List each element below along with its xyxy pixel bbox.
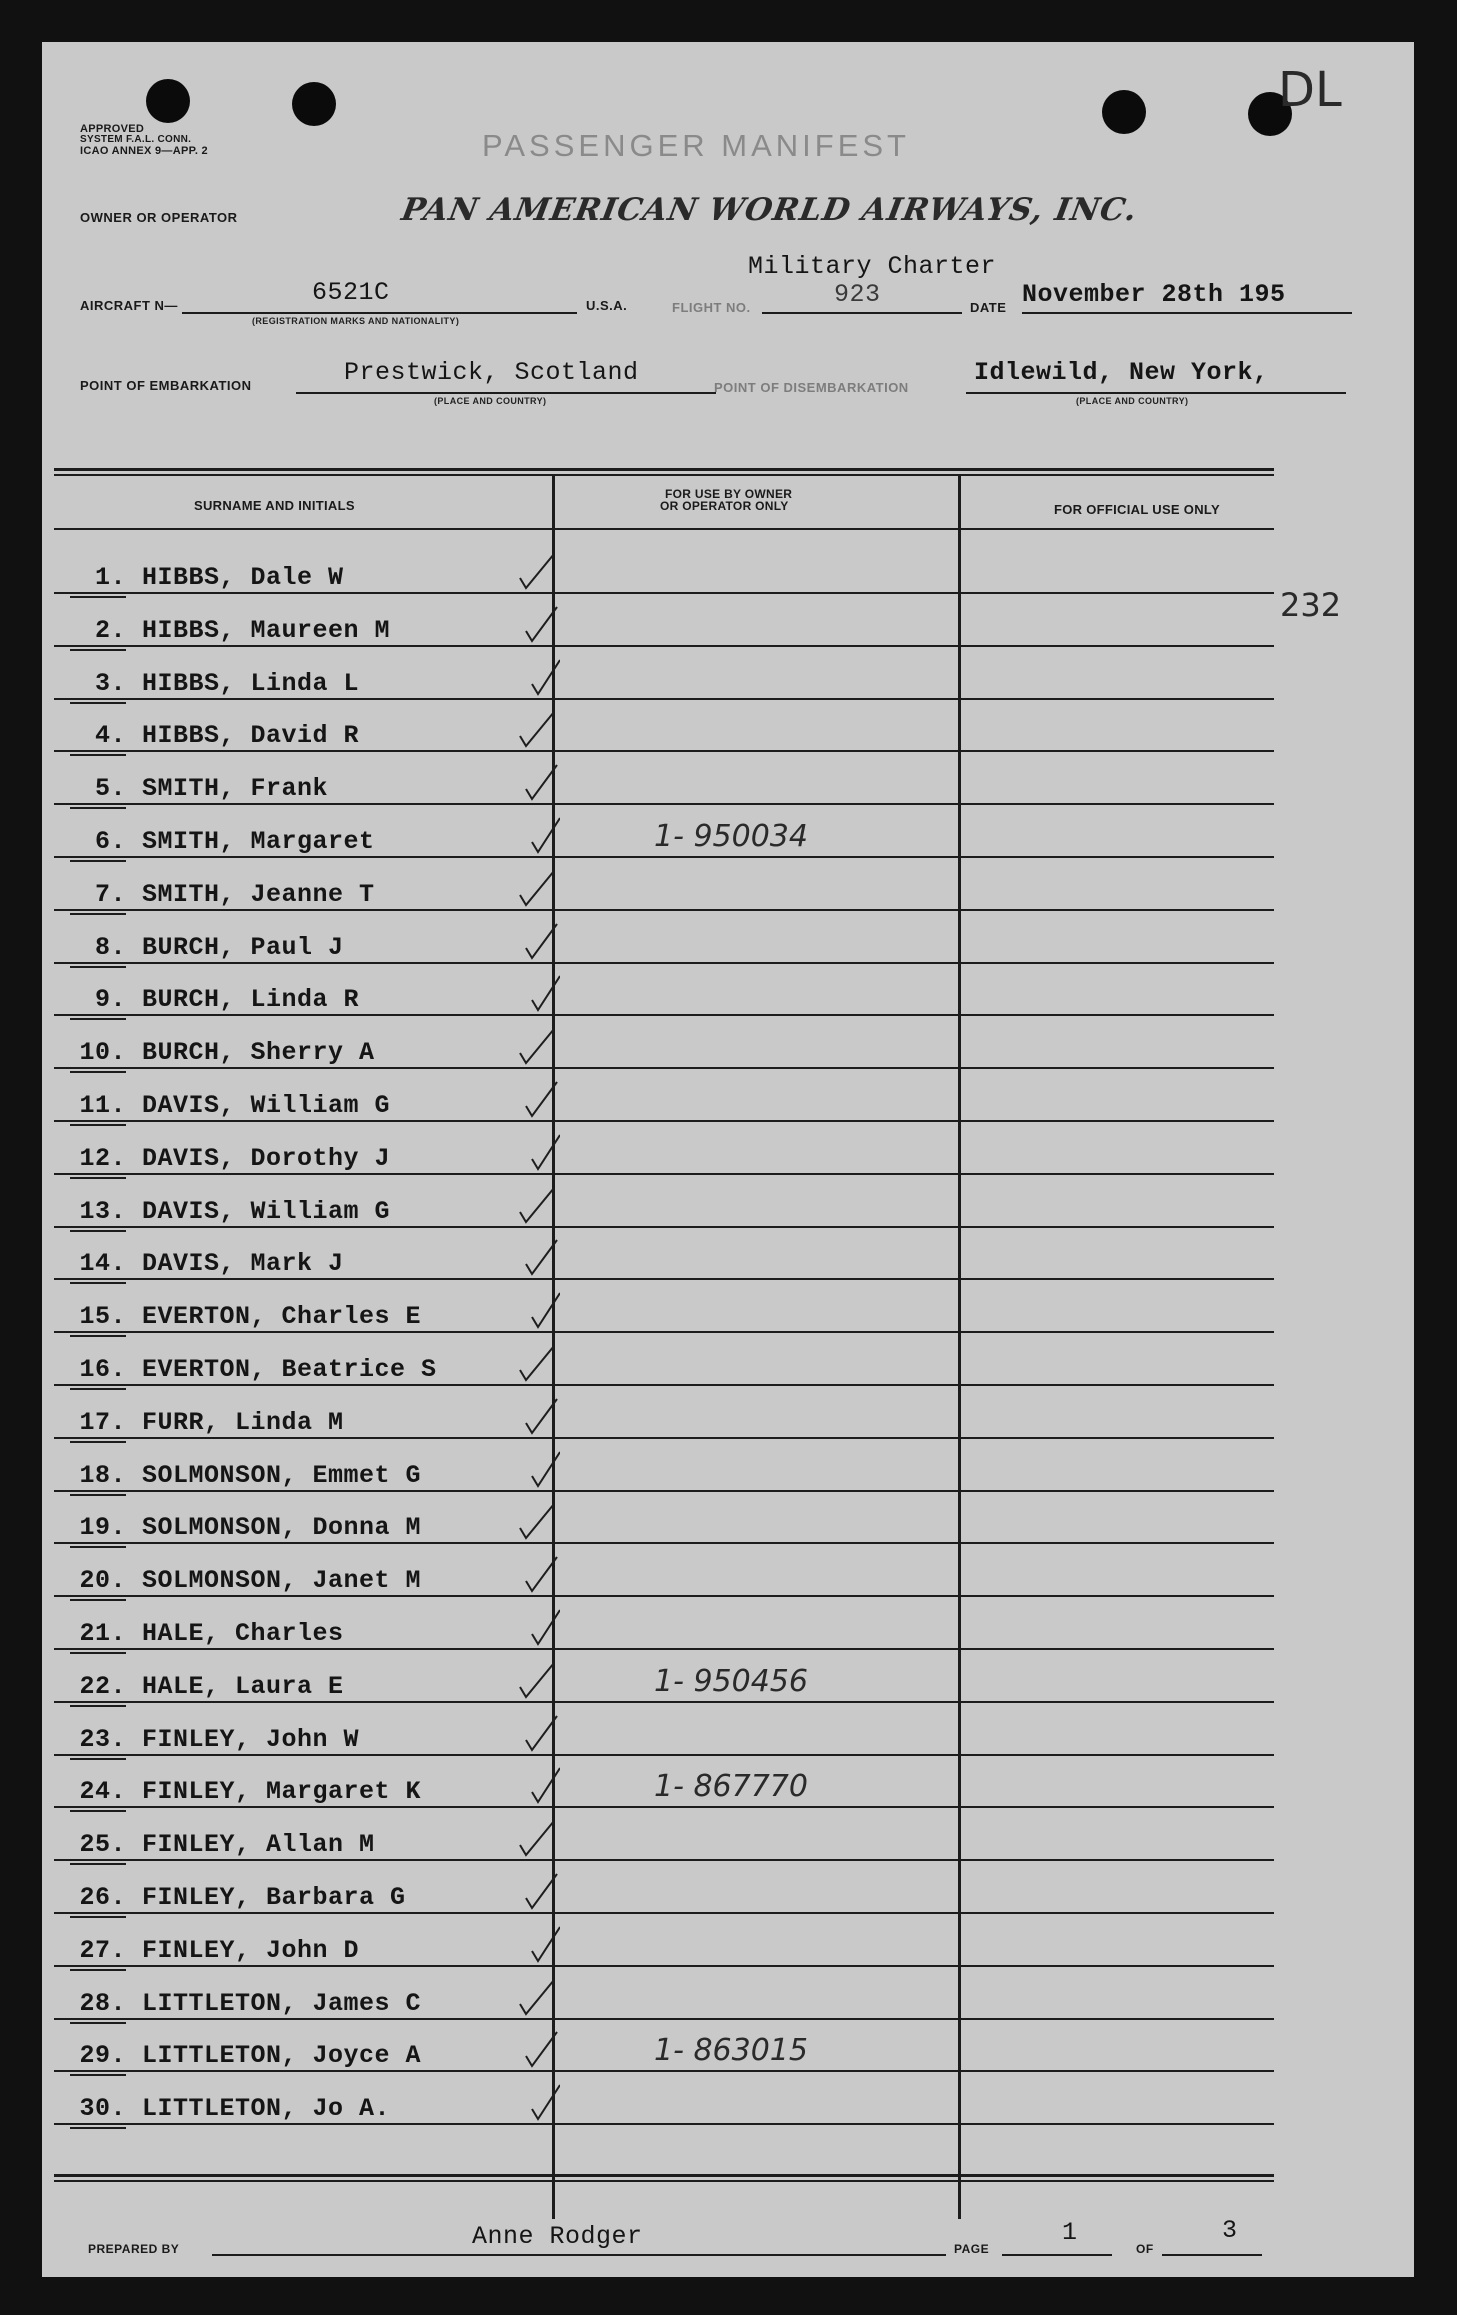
checkmark-icon: [518, 2026, 560, 2070]
row-number: 26.: [79, 1883, 126, 1912]
usa-label: U.S.A.: [586, 298, 628, 313]
row-rule: [54, 1595, 1274, 1597]
checkmark-icon: [518, 1551, 560, 1595]
passenger-name: HALE, Laura E: [142, 1671, 344, 1701]
checkmark-icon: [518, 706, 560, 750]
row-number: 4.: [94, 721, 126, 751]
row-rule: [54, 1173, 1274, 1175]
checkmark-icon: [518, 918, 560, 962]
checkmark-icon: [518, 759, 560, 803]
row-rule: [54, 2070, 1274, 2072]
table-row: [54, 1492, 1274, 1544]
table-row: [54, 1440, 1274, 1492]
passenger-name: HIBBS, Maureen M: [142, 615, 391, 645]
row-rule: [54, 645, 1274, 647]
row-rule: [54, 698, 1274, 700]
table-row: [54, 1545, 1274, 1597]
checkmark-icon: [518, 548, 560, 592]
passenger-name: FINLEY, John W: [142, 1724, 360, 1754]
passenger-name: FINLEY, Barbara G: [142, 1883, 406, 1912]
official-note: 232: [1280, 586, 1342, 624]
passenger-name: BURCH, Sherry A: [142, 1038, 375, 1068]
row-rule: [54, 1912, 1274, 1914]
row-number: 27.: [79, 1935, 126, 1965]
row-rule: [54, 962, 1274, 964]
row-rule: [54, 1226, 1274, 1228]
table-row: [54, 1228, 1274, 1280]
flight-value: 923: [834, 280, 881, 309]
row-number: 12.: [79, 1143, 126, 1173]
checkmark-icon: [518, 1868, 560, 1912]
checkmark-icon: [518, 1498, 560, 1542]
passenger-name: SMITH, Frank: [142, 774, 329, 804]
owner-label: OWNER OR OPERATOR: [80, 210, 238, 225]
passenger-name: SMITH, Margaret: [142, 827, 375, 856]
table-top-rule: [54, 468, 1274, 471]
row-rule: [54, 2018, 1274, 2020]
table-row: [54, 1017, 1274, 1069]
checkmark-icon: [518, 1657, 560, 1701]
row-rule: [54, 1384, 1274, 1386]
passenger-name: SOLMONSON, Emmet G: [142, 1460, 422, 1490]
punch-hole: [146, 79, 190, 123]
prepared-value: Anne Rodger: [472, 2222, 643, 2251]
row-number: 5.: [94, 774, 126, 804]
col-header-surname: SURNAME AND INITIALS: [194, 498, 355, 513]
row-number: 22.: [79, 1671, 126, 1701]
row-rule: [54, 1490, 1274, 1492]
table-row: [54, 595, 1274, 647]
checkmark-icon: [518, 1446, 560, 1490]
table-row: [54, 1598, 1274, 1650]
passenger-name: LITTLETON, James C: [142, 1988, 422, 2018]
row-rule: [54, 1437, 1274, 1439]
checkmark-icon: [518, 1076, 560, 1120]
table-row: [54, 1862, 1274, 1914]
row-number: 6.: [94, 827, 126, 856]
manifest-sheet: [42, 42, 1414, 2277]
table-row: [54, 1387, 1274, 1439]
passenger-name: EVERTON, Charles E: [142, 1302, 422, 1332]
embark-sub: (PLACE AND COUNTRY): [434, 396, 547, 406]
passenger-name: LITTLETON, Jo A.: [142, 2094, 391, 2124]
row-rule: [54, 1701, 1274, 1703]
col-header-operator-1: FOR USE BY OWNER: [665, 487, 793, 501]
row-number: 25.: [79, 1830, 126, 1860]
checkmark-icon: [518, 1234, 560, 1278]
embark-label: POINT OF EMBARKATION: [80, 378, 252, 393]
disembark-sub: (PLACE AND COUNTRY): [1076, 396, 1189, 406]
passenger-name: LITTLETON, Joyce A: [142, 2041, 422, 2071]
date-label: DATE: [970, 300, 1007, 315]
handwritten-initials: DL: [1278, 62, 1342, 118]
row-number: 18.: [79, 1460, 126, 1490]
passenger-name: DAVIS, Dorothy J: [142, 1143, 391, 1173]
row-rule: [54, 909, 1274, 911]
checkmark-icon: [518, 601, 560, 645]
checkmark-icon: [518, 1287, 560, 1331]
row-number: 9.: [94, 985, 126, 1015]
checkmark-icon: [518, 1393, 560, 1437]
passenger-name: DAVIS, William G: [142, 1091, 391, 1120]
checkmark-icon: [518, 1129, 560, 1173]
table-row: [54, 1070, 1274, 1122]
operator-note: 1- 950456: [654, 1663, 808, 1699]
row-number: 3.: [94, 668, 126, 698]
row-rule: [54, 1806, 1274, 1808]
flight-label: FLIGHT NO.: [672, 300, 751, 315]
row-number: 21.: [79, 1619, 126, 1648]
checkmark-icon: [518, 1762, 560, 1806]
row-number: 17.: [79, 1407, 126, 1437]
checkmark-icon: [518, 865, 560, 909]
row-rule: [54, 1067, 1274, 1069]
row-number: 13.: [79, 1196, 126, 1226]
checkmark-icon: [518, 812, 560, 856]
col-header-operator-2: OR OPERATOR ONLY: [660, 499, 789, 513]
operator-name: PAN AMERICAN WORLD AIRWAYS, INC.: [398, 192, 1141, 228]
operator-note: 1- 867770: [654, 1769, 808, 1805]
table-row: [54, 1281, 1274, 1333]
checkmark-icon: [518, 654, 560, 698]
table-row: [54, 1756, 1274, 1808]
table-row: [54, 1915, 1274, 1967]
punch-hole: [292, 82, 336, 126]
row-number: 24.: [79, 1777, 126, 1807]
passenger-name: HIBBS, Dale W: [142, 563, 344, 592]
flight-note: Military Charter: [748, 252, 997, 281]
table-row: [54, 1968, 1274, 2020]
table-row: [54, 1123, 1274, 1175]
row-number: 29.: [79, 2041, 126, 2071]
checkmark-icon: [518, 1710, 560, 1754]
disembark-label: POINT OF DISEMBARKATION: [714, 380, 909, 395]
passenger-name: DAVIS, William G: [142, 1196, 391, 1226]
row-rule: [54, 592, 1274, 594]
table-row: [54, 2073, 1274, 2125]
checkmark-icon: [518, 1182, 560, 1226]
row-number: 23.: [79, 1724, 126, 1754]
table-row: [54, 753, 1274, 805]
prepared-label: PREPARED BY: [88, 2242, 180, 2256]
row-rule: [54, 1014, 1274, 1016]
table-row: [54, 964, 1274, 1016]
punch-hole: [1102, 90, 1146, 134]
row-number: 19.: [79, 1513, 126, 1543]
aircraft-label: AIRCRAFT N—: [80, 298, 178, 313]
checkmark-icon: [518, 1340, 560, 1384]
page-value: 1: [1062, 2218, 1078, 2247]
row-number: 28.: [79, 1988, 126, 2018]
row-rule: [54, 1648, 1274, 1650]
approval-line: APPROVED: [80, 123, 145, 135]
form-title: PASSENGER MANIFEST: [482, 128, 910, 163]
operator-note: 1- 863015: [654, 2033, 808, 2069]
table-row: [54, 912, 1274, 964]
row-number: 14.: [79, 1249, 126, 1279]
operator-note: 1- 950034: [654, 819, 808, 854]
table-row: [54, 859, 1274, 911]
row-rule: [54, 856, 1274, 858]
row-rule: [54, 803, 1274, 805]
passenger-name: EVERTON, Beatrice S: [142, 1355, 437, 1384]
checkmark-icon: [518, 1023, 560, 1067]
table-row: [54, 1704, 1274, 1756]
approval-line: ICAO ANNEX 9—APP. 2: [80, 145, 208, 157]
table-row: [54, 1334, 1274, 1386]
passenger-name: HIBBS, Linda L: [142, 668, 360, 698]
row-rule: [54, 1331, 1274, 1333]
checkmark-icon: [518, 1604, 560, 1648]
table-row: [54, 806, 1274, 858]
of-label: OF: [1136, 2242, 1154, 2256]
embark-value: Prestwick, Scotland: [344, 358, 639, 387]
row-number: 30.: [79, 2094, 126, 2124]
checkmark-icon: [518, 1815, 560, 1859]
col-header-official: FOR OFFICIAL USE ONLY: [1054, 502, 1220, 517]
passenger-name: FINLEY, Margaret K: [142, 1777, 422, 1807]
table-row: [54, 2020, 1274, 2072]
row-number: 20.: [79, 1566, 126, 1596]
row-rule: [54, 2123, 1274, 2125]
passenger-name: SMITH, Jeanne T: [142, 879, 375, 909]
date-value: November 28th 195: [1022, 280, 1286, 309]
checkmark-icon: [518, 2079, 560, 2123]
row-number: 2.: [94, 615, 126, 645]
row-rule: [54, 1859, 1274, 1861]
passenger-name: DAVIS, Mark J: [142, 1249, 344, 1279]
table-row: [54, 700, 1274, 752]
row-number: 7.: [94, 879, 126, 909]
row-rule: [54, 1542, 1274, 1544]
aircraft-value: 6521C: [312, 278, 390, 307]
table-row: [54, 1651, 1274, 1703]
row-rule: [54, 1754, 1274, 1756]
passenger-name: SOLMONSON, Janet M: [142, 1566, 422, 1596]
row-rule: [54, 1120, 1274, 1122]
passenger-name: BURCH, Linda R: [142, 985, 360, 1015]
passenger-name: SOLMONSON, Donna M: [142, 1513, 422, 1543]
row-number: 11.: [79, 1091, 126, 1120]
row-number: 15.: [79, 1302, 126, 1332]
row-rule: [54, 750, 1274, 752]
table-row: [54, 542, 1274, 594]
passenger-name: FURR, Linda M: [142, 1407, 344, 1437]
row-number: 10.: [79, 1038, 126, 1068]
table-row: [54, 1176, 1274, 1228]
checkmark-icon: [518, 1921, 560, 1965]
aircraft-sub: (REGISTRATION MARKS AND NATIONALITY): [252, 316, 460, 326]
row-number: 1.: [94, 563, 126, 592]
table-bottom-rule: [54, 2174, 1274, 2177]
row-rule: [54, 1278, 1274, 1280]
checkmark-icon: [518, 1974, 560, 2018]
checkmark-icon: [518, 970, 560, 1014]
page-label: PAGE: [954, 2242, 990, 2256]
passenger-name: BURCH, Paul J: [142, 932, 344, 962]
table-row: [54, 1809, 1274, 1861]
row-number-underline: [70, 2127, 126, 2129]
passenger-name: HALE, Charles: [142, 1619, 344, 1648]
of-value: 3: [1222, 2216, 1238, 2245]
passenger-name: FINLEY, John D: [142, 1935, 360, 1965]
row-number: 8.: [94, 932, 126, 962]
passenger-name: HIBBS, David R: [142, 721, 360, 751]
row-rule: [54, 1965, 1274, 1967]
table-row: [54, 648, 1274, 700]
disembark-value: Idlewild, New York,: [974, 358, 1269, 387]
passenger-name: FINLEY, Allan M: [142, 1830, 375, 1860]
approval-line: SYSTEM F.A.L. CONN.: [80, 134, 192, 145]
row-number: 16.: [79, 1355, 126, 1384]
